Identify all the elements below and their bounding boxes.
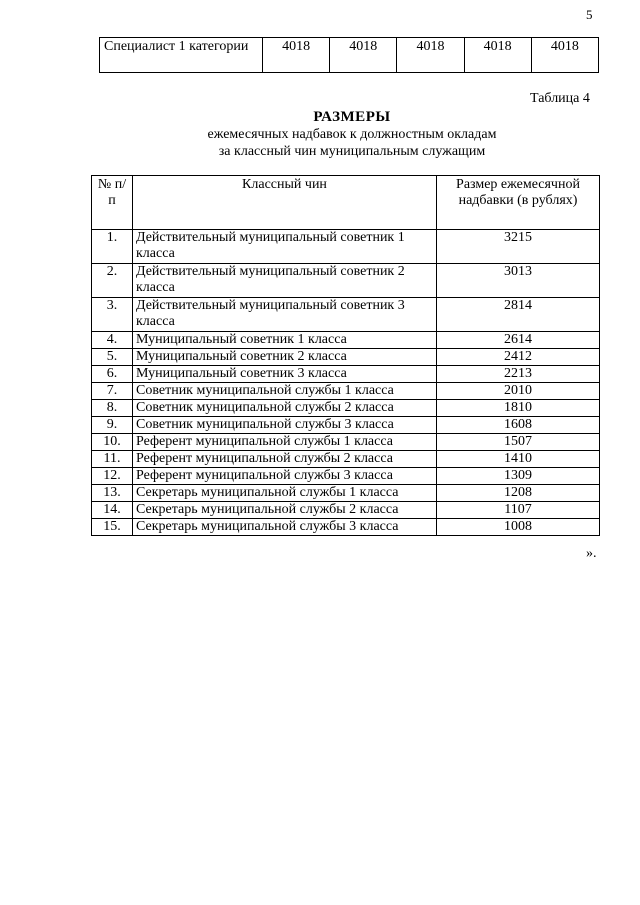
table-row [92,400,600,417]
header-row [92,176,600,230]
position-label: Специалист 1 категории [100,38,263,73]
allowance-value: 1309 [437,468,600,485]
allowance-value: 1810 [437,400,600,417]
allowance-value: 1608 [437,417,600,434]
class-rank-name: Муниципальный советник 3 класса [133,366,437,383]
class-rank-name: Муниципальный советник 1 класса [133,332,437,349]
table-row [92,468,600,485]
allowance-value: 2213 [437,366,600,383]
page-number: 5 [586,7,593,22]
table-row [92,485,600,502]
allowance-value: 1008 [437,519,600,536]
class-rank-name: Действительный муниципальный советник 3 класса [133,298,437,332]
allowance-value: 1410 [437,451,600,468]
table-row [92,366,600,383]
header-name: Классный чин [133,176,437,230]
class-rank-name: Советник муниципальной службы 3 класса [133,417,437,434]
row-number: 11. [92,451,133,468]
table-row [92,264,600,298]
allowance-value: 2614 [437,332,600,349]
table-row [92,451,600,468]
allowance-value: 1507 [437,434,600,451]
row-number: 4. [92,332,133,349]
header-num: № п/п [92,176,133,230]
class-rank-name: Советник муниципальной службы 1 класса [133,383,437,400]
table-cell: 4018 [330,38,397,73]
row-number: 10. [92,434,133,451]
closing-quote: ». [586,546,597,561]
row-number: 3. [92,298,133,332]
table-row [92,298,600,332]
allowance-value: 1208 [437,485,600,502]
row-number: 8. [92,400,133,417]
row-number: 9. [92,417,133,434]
class-rank-name: Секретарь муниципальной службы 2 класса [133,502,437,519]
header-value: Размер ежемесячной надбавки (в рублях) [437,176,600,230]
allowance-value: 2412 [437,349,600,366]
class-rank-name: Секретарь муниципальной службы 3 класса [133,519,437,536]
row-number: 5. [92,349,133,366]
heading-line-1: ежемесячных надбавок к должностным окладам [207,127,497,142]
class-rank-name: Действительный муниципальный советник 2 класса [133,264,437,298]
heading-line-2: за классный чин муниципальным служащим [218,144,486,159]
row-number: 6. [92,366,133,383]
row-number: 14. [92,502,133,519]
row-number: 7. [92,383,133,400]
allowance-value: 1107 [437,502,600,519]
class-rank-allowance-table [91,175,600,536]
table-row [92,332,600,349]
table-cell: 4018 [397,38,464,73]
allowance-value: 2010 [437,383,600,400]
table-cell: 4018 [464,38,531,73]
table-row [92,230,600,264]
row-number: 1. [92,230,133,264]
table-row [92,349,600,366]
class-rank-name: Советник муниципальной службы 2 класса [133,400,437,417]
table-cell: 4018 [531,38,598,73]
table-row [100,38,599,73]
table-row [92,502,600,519]
table-cell: 4018 [263,38,330,73]
table-caption: Таблица 4 [530,91,590,106]
row-number: 15. [92,519,133,536]
row-number: 12. [92,468,133,485]
class-rank-name: Секретарь муниципальной службы 1 класса [133,485,437,502]
table-heading [92,108,612,160]
continuation-table [99,37,599,73]
row-number: 13. [92,485,133,502]
heading-title: РАЗМЕРЫ [313,109,391,125]
class-rank-name: Действительный муниципальный советник 1 класса [133,230,437,264]
row-number: 2. [92,264,133,298]
allowance-value: 2814 [437,298,600,332]
class-rank-name: Референт муниципальной службы 2 класса [133,451,437,468]
table-row [92,417,600,434]
table-body [92,230,600,536]
class-rank-name: Референт муниципальной службы 3 класса [133,468,437,485]
allowance-value: 3013 [437,264,600,298]
table-row [92,383,600,400]
allowance-value: 3215 [437,230,600,264]
class-rank-name: Муниципальный советник 2 класса [133,349,437,366]
table-row [92,519,600,536]
class-rank-name: Референт муниципальной службы 1 класса [133,434,437,451]
table-row [92,434,600,451]
